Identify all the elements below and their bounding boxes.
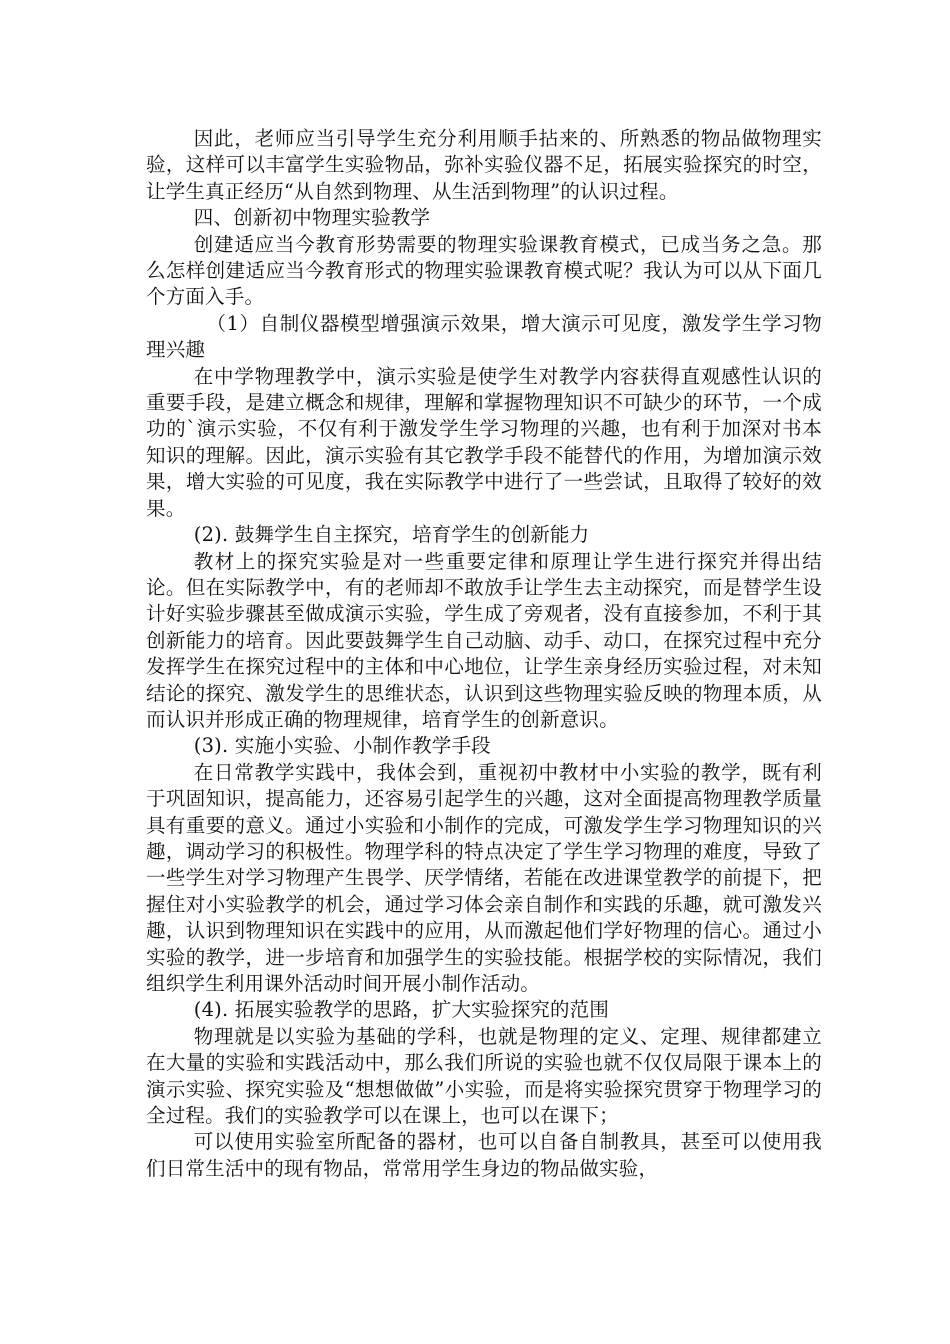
subheading-2-independent-inquiry: (2). 鼓舞学生自主探究，培育学生的创新能力 (193, 523, 590, 547)
subheading-4-expand-scope: (4). 拓展实验教学的思路，扩大实验探究的范围 (193, 998, 610, 1022)
paragraph-inquiry-experiments: 教材上的探究实验是对一些重要定律和原理让学生进行探究并得出结论。但在实际教学中，有的老师却不敢放手让学生去主动探究，而是替学生设计好实验步骤甚至做成演示实验，学生成了旁观者，没有直接参加，不利于其创新能力的培育。因此要鼓舞学生自己动脑、动手、动口，在探究过程中充分发挥学生在探究过程中的主体和中心地位，让学生亲身经历实验过程，对未知结论的探究、激发学生的思维状态，认识到这些物理实验反映的物理本质，从而认识并形成正确的物理规律，培育学生的创新意识。 (146, 549, 822, 731)
subheading-3-small-experiments: (3). 实施小实验、小制作教学手段 (193, 734, 491, 758)
paragraph-intro-teaching-model: 创建适应当今教育形势需要的物理实验课教育模式，已成当务之急。那么怎样创建适应当今教育形式的物理实验课教育模式呢？我认为可以从下面几个方面入手。 (146, 232, 822, 309)
document-page (146, 126, 822, 1182)
paragraph-demonstration-experiments: 在中学物理教学中，演示实验是使学生对教学内容获得直观感性认识的重要手段，是建立概念和规律，理解和掌握物理知识不可缺少的环节，一个成功的`演示实验，不仅有利于激发学生学习物理的兴趣，也有利于加深对书本知识的理解。因此，演示实验有其它教学手段不能替代的作用，为增加演示效果，增大实验的可见度，我在实际教学中进行了一些尝试，且取得了较好的效果。 (146, 364, 822, 520)
paragraph-lab-equipment: 可以使用实验室所配备的器材，也可以自备自制教具，甚至可以使用我们日常生活中的现有物品，常常用学生身边的物品做实验， (146, 1130, 822, 1180)
paragraph-small-experiments: 在日常教学实践中，我体会到，重视初中教材中小实验的教学，既有利于巩固知识，提高能力，还容易引起学生的兴趣，这对全面提高物理教学质量具有重要的意义。通过小实验和小制作的完成，可激发学生学习物理知识的兴趣，调动学习的积极性。物理学科的特点决定了学生学习物理的难度，导致了一些学生对学习物理产生畏学、厌学情绪，若能在改进课堂教学的前提下，把握住对小实验教学的机会，通过学习体会亲自制作和实践的乐趣，就可激发兴趣，认识到物理知识在实践中的应用，从而激起他们学好物理的信心。通过小实验的教学，进一步培育和加强学生的实验技能。根据学校的实际情况，我们组织学生利用课外活动时间开展小制作活动。 (146, 760, 822, 995)
paragraph-conclusion-everyday-items: 因此，老师应当引导学生充分利用顺手拈来的、所熟悉的物品做物理实验，这样可以丰富学生实验物品，弥补实验仪器不足，拓展实验探究的时空，让学生真正经历“从自然到物理、从生活到物理”的认识过程。 (146, 127, 822, 203)
paragraph-physics-experiment-basis: 物理就是以实验为基础的学科，也就是物理的定义、定理、规律都建立在大量的实验和实践活动中，那么我们所说的实验也就不仅仅局限于课本上的演示实验、探究实验及“想想做做”小实验，而是将实验探究贯穿于物理学习的全过程。我们的实验教学可以在课上，也可以在课下； (146, 1024, 822, 1128)
section-heading-innovate-experiments: 四、创新初中物理实验教学 (193, 206, 431, 230)
subheading-1-self-made-instruments: （1）自制仪器模型增强演示效果，增大演示可见度，激发学生学习物理兴趣 (146, 311, 822, 362)
